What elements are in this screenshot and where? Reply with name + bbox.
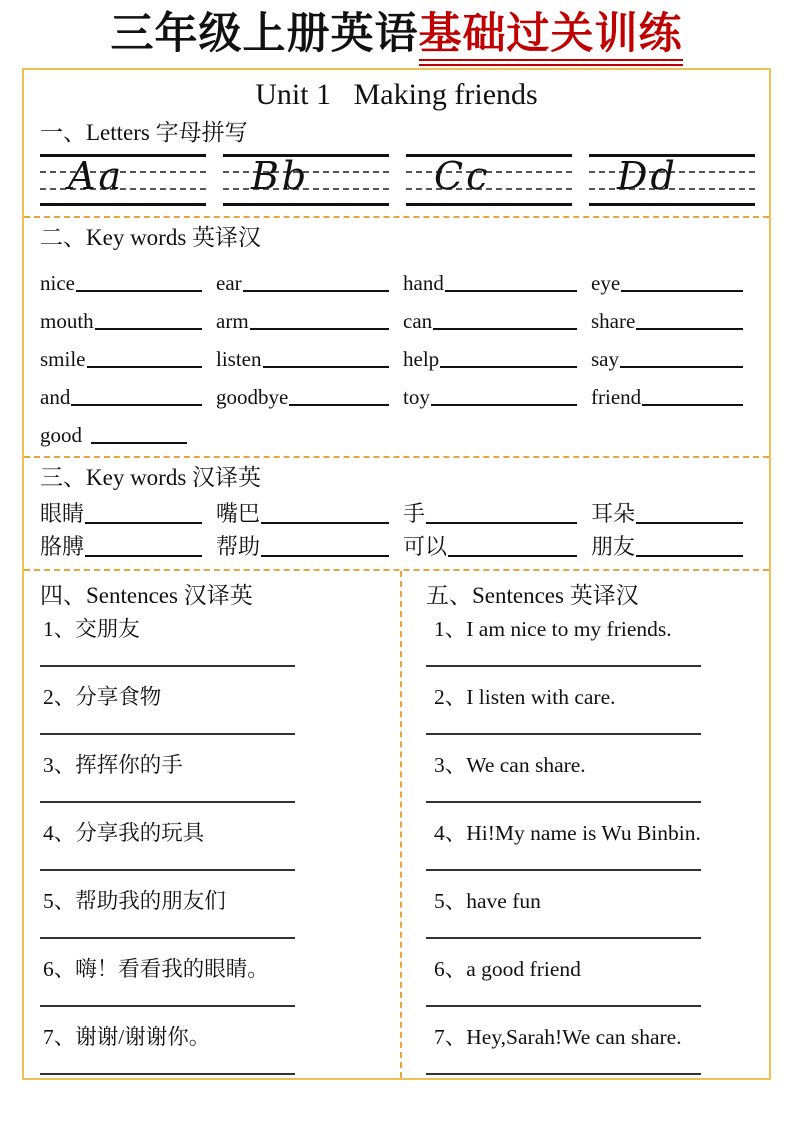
sentence-text: 1、I am nice to my friends.	[434, 617, 672, 642]
answer-line	[426, 733, 701, 735]
key-word-label: help	[403, 346, 440, 371]
sentence-item	[40, 820, 380, 888]
key-word-blank	[216, 334, 403, 372]
key-word-blank	[40, 334, 216, 372]
answer-blank-line	[433, 328, 577, 330]
sentence-text: 1、交朋友	[43, 617, 140, 642]
key-word-label: 耳朵	[591, 501, 636, 527]
worksheet-box	[22, 68, 771, 1080]
sentences-area	[24, 571, 769, 1078]
writing-guides	[40, 154, 755, 206]
sentence-text: 2、分享食物	[43, 685, 162, 710]
answer-line	[426, 665, 701, 667]
guide-letters: Bb	[251, 154, 310, 199]
sentence-text: 7、谢谢/谢谢你。	[43, 1025, 211, 1050]
answer-blank-line	[440, 366, 577, 368]
key-word-label: nice	[40, 270, 75, 295]
key-word-blank	[216, 528, 403, 561]
key-word-blank	[216, 372, 403, 410]
answer-blank-line	[636, 522, 743, 524]
answer-blank-line	[289, 404, 389, 406]
key-words-en-grid	[40, 258, 757, 448]
key-word-blank	[591, 258, 757, 296]
key-word-label: 胳膊	[40, 534, 85, 560]
key-word-label: arm	[216, 308, 249, 333]
sentence-text: 5、帮助我的朋友们	[43, 889, 226, 914]
answer-blank-line	[431, 404, 577, 406]
key-word-label: toy	[403, 384, 430, 409]
answer-blank-line	[261, 555, 389, 557]
key-word-label: smile	[40, 346, 86, 371]
answer-line	[40, 1073, 295, 1075]
answer-blank-line	[76, 290, 202, 292]
sentence-text: 5、have fun	[434, 889, 541, 914]
sentence-item	[426, 616, 757, 684]
writing-guide	[406, 154, 572, 206]
section-sentences-cn	[24, 571, 400, 1078]
key-word-label: 眼睛	[40, 501, 85, 527]
key-word-blank	[40, 296, 216, 334]
section-sentences-en	[400, 571, 769, 1078]
key-word-blank	[403, 495, 591, 528]
page-title-black: 三年级上册英语	[110, 11, 419, 58]
page-title	[0, 10, 793, 59]
key-word-blank	[40, 258, 216, 296]
key-word-blank	[216, 258, 403, 296]
answer-blank-line	[87, 366, 203, 368]
guide-letters: Cc	[434, 154, 491, 199]
writing-guide	[223, 154, 389, 206]
answer-blank-line	[636, 328, 743, 330]
answer-line	[40, 869, 295, 871]
section-sentences-en-heading: 五、Sentences 英译汉	[426, 583, 639, 609]
sentence-item	[426, 956, 757, 1024]
key-word-blank	[591, 372, 757, 410]
answer-blank-line	[448, 555, 577, 557]
section-letters	[24, 112, 769, 216]
answer-line	[40, 1005, 295, 1007]
section-sentences-cn-heading: 四、Sentences 汉译英	[40, 583, 253, 609]
answer-blank-line	[263, 366, 390, 368]
answer-blank-line	[243, 290, 389, 292]
key-word-label: listen	[216, 346, 262, 371]
section-key-words-cn-heading: 三、Key words 汉译英	[40, 464, 262, 490]
unit-title: Unit 1 Making friends	[255, 78, 538, 112]
answer-blank-line	[91, 442, 187, 444]
answer-blank-line	[95, 328, 202, 330]
answer-line	[426, 1005, 701, 1007]
sentence-item	[40, 684, 380, 752]
sentence-item	[40, 752, 380, 820]
key-word-blank	[403, 334, 591, 372]
sentence-item	[40, 956, 380, 1024]
key-word-label: 朋友	[591, 534, 636, 560]
sentence-item	[426, 752, 757, 820]
sentence-item	[40, 888, 380, 956]
key-word-label: 手	[403, 501, 426, 527]
key-word-label: mouth	[40, 308, 94, 333]
sentence-item	[426, 1024, 757, 1080]
writing-guide	[40, 154, 206, 206]
sentence-item	[426, 820, 757, 888]
answer-blank-line	[642, 404, 743, 406]
answer-blank-line	[250, 328, 389, 330]
sentence-item	[426, 684, 757, 752]
key-word-blank	[40, 372, 216, 410]
key-word-blank	[40, 495, 216, 528]
answer-blank-line	[620, 366, 743, 368]
key-words-cn-grid	[40, 495, 757, 561]
guide-letters: Aa	[68, 154, 125, 199]
answer-line	[426, 1073, 701, 1075]
guide-bottom-line	[406, 203, 572, 206]
answer-line	[426, 937, 701, 939]
section-letters-heading: 一、Letters 字母拼写	[40, 120, 248, 146]
key-word-blank	[216, 296, 403, 334]
key-word-label: 嘴巴	[216, 501, 261, 527]
key-word-blank	[403, 258, 591, 296]
sentence-text: 6、嗨！看看我的眼睛。	[43, 957, 269, 982]
answer-line	[40, 733, 295, 735]
key-word-blank	[403, 296, 591, 334]
guide-letters: Dd	[617, 154, 678, 199]
key-word-label: say	[591, 346, 619, 371]
answer-blank-line	[445, 290, 577, 292]
answer-line	[426, 869, 701, 871]
key-word-label: 可以	[403, 534, 448, 560]
answer-line	[40, 665, 295, 667]
guide-bottom-line	[589, 203, 755, 206]
guide-bottom-line	[40, 203, 206, 206]
sentences-en-list	[426, 616, 757, 1080]
key-word-label: good	[40, 422, 82, 447]
key-word-blank	[403, 372, 591, 410]
answer-blank-line	[85, 555, 202, 557]
key-word-label: and	[40, 384, 71, 409]
answer-line	[426, 801, 701, 803]
answer-blank-line	[426, 522, 577, 524]
key-word-blank	[591, 495, 757, 528]
answer-blank-line	[85, 522, 202, 524]
answer-blank-line	[621, 290, 743, 292]
sentence-text: 3、We can share.	[434, 753, 586, 778]
sentence-item	[40, 1024, 380, 1080]
answer-blank-line	[261, 522, 389, 524]
sentence-text: 7、Hey,Sarah!We can share.	[434, 1025, 682, 1050]
sentence-item	[426, 888, 757, 956]
key-word-label: hand	[403, 270, 444, 295]
sentence-text: 6、a good friend	[434, 957, 581, 982]
key-word-label: can	[403, 308, 433, 333]
section-key-words-cn	[24, 458, 769, 570]
key-word-blank	[591, 296, 757, 334]
key-word-blank	[40, 410, 216, 448]
sentence-item	[40, 616, 380, 684]
key-word-label: eye	[591, 270, 621, 295]
key-word-blank	[591, 528, 757, 561]
answer-line	[40, 801, 295, 803]
key-word-label: friend	[591, 384, 642, 409]
guide-bottom-line	[223, 203, 389, 206]
key-word-blank	[403, 528, 591, 561]
key-word-blank	[40, 528, 216, 561]
key-word-label: share	[591, 308, 636, 333]
key-word-blank	[591, 334, 757, 372]
page-title-red-underlined: 基础过关训练	[419, 11, 683, 66]
answer-blank-line	[71, 404, 202, 406]
section-key-words-en	[24, 218, 769, 456]
answer-blank-line	[636, 555, 743, 557]
answer-line	[40, 937, 295, 939]
sentence-text: 4、分享我的玩具	[43, 821, 205, 846]
sentence-text: 4、Hi!My name is Wu Binbin.	[434, 821, 701, 846]
key-word-blank	[216, 495, 403, 528]
sentence-text: 3、挥挥你的手	[43, 753, 183, 778]
writing-guide	[589, 154, 755, 206]
key-word-label: goodbye	[216, 384, 289, 409]
section-key-words-en-heading: 二、Key words 英译汉	[40, 225, 262, 251]
key-word-label: 帮助	[216, 534, 261, 560]
sentences-cn-list	[40, 616, 380, 1080]
sentence-text: 2、I listen with care.	[434, 685, 616, 710]
key-word-label: ear	[216, 270, 242, 295]
